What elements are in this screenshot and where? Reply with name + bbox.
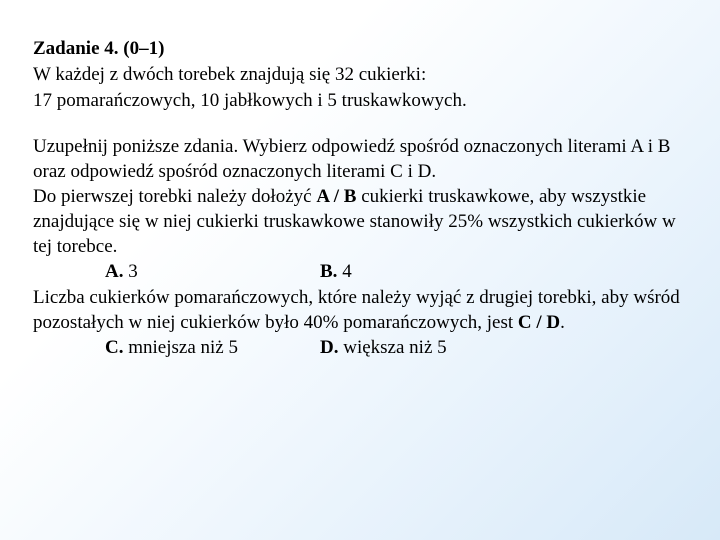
option-c[interactable] (105, 335, 238, 361)
task-title: Zadanie 4. (0–1) (33, 38, 165, 59)
option-c-letter: C. (105, 337, 124, 358)
question-1-options (33, 259, 693, 285)
question-1-text-after: cukierki truskawkowe, aby wszystkie znajdujące się w niej cukierki truskawkowe stanowiły 25% wszystkich cukierków w tej torebce. (33, 186, 676, 257)
option-a[interactable] (105, 259, 138, 285)
option-d-letter: D. (320, 337, 339, 358)
option-b[interactable] (320, 259, 352, 285)
task-slide (33, 36, 693, 361)
question-2-choice: C / D (517, 312, 561, 333)
question-2-text (33, 285, 693, 335)
question-2-options (33, 335, 693, 361)
option-a-value: 3 (123, 261, 138, 282)
option-a-letter: A. (105, 261, 124, 282)
question-1-choice: A / B (316, 186, 357, 207)
question-1-text (33, 184, 693, 259)
option-c-value: mniejsza niż 5 (123, 337, 238, 358)
option-b-value: 4 (337, 261, 352, 282)
option-d-value: większa niż 5 (338, 337, 447, 358)
spacer (33, 114, 693, 134)
task-intro-line-2: 17 pomarańczowych, 10 jabłkowych i 5 truskawkowych. (33, 90, 467, 111)
task-instruction: Uzupełnij poniższe zdania. Wybierz odpowiedź spośród oznaczonych literami A i B oraz odpowiedź spośród oznaczonych literami C i D. (33, 136, 671, 182)
question-2-text-after: . (560, 312, 565, 333)
option-d[interactable] (320, 335, 447, 361)
question-1-text-before: Do pierwszej torebki należy dołożyć (33, 186, 317, 207)
option-b-letter: B. (320, 261, 338, 282)
question-2-text-before: Liczba cukierków pomarańczowych, które należy wyjąć z drugiej torebki, aby wśród pozostałych w niej cukierków było 40% pomarańczowych, jest (33, 287, 680, 333)
task-intro-line-1: W każdej z dwóch torebek znajdują się 32 cukierki: (33, 64, 427, 85)
